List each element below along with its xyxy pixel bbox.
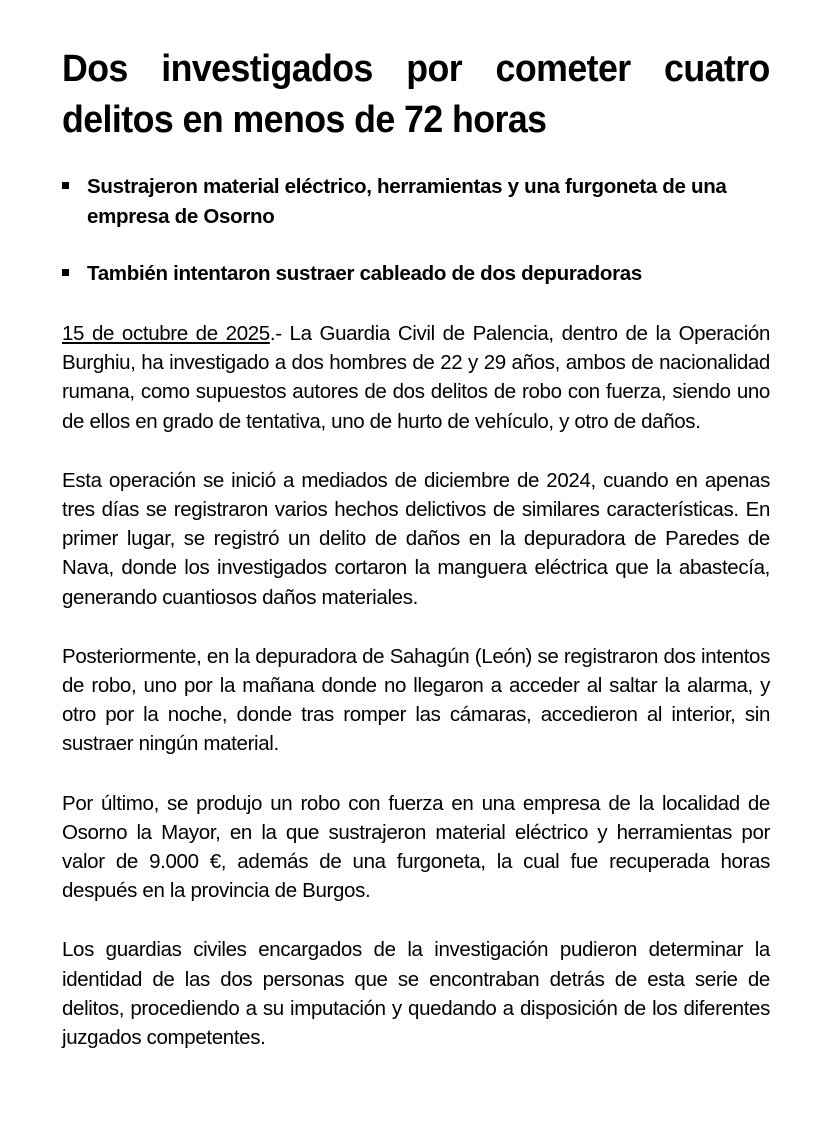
lead-paragraph	[62, 319, 770, 436]
lead-text: .- La Guardia Civil de Palencia, dentro de la Operación Burghiu, ha investigado a dos hombres de 22 y 29 años, ambos de nacionalidad rumana, como supuestos autores de dos delitos de robo con fuerza, siendo uno de ellos en grado de tentativa, uno de hurto de vehículo, y otro de daños.	[62, 322, 770, 433]
highlight-text: Sustrajeron material eléctrico, herramientas y una furgoneta de una empresa de Osorno	[87, 175, 727, 228]
square-bullet-icon	[62, 182, 69, 189]
article-body	[62, 319, 770, 1082]
paragraph: Esta operación se inició a mediados de diciembre de 2024, cuando en apenas tres días se registraron varios hechos delictivos de similares características. En primer lugar, se registró un delito de daños en la depuradora de Paredes de Nava, donde los investigados cortaron la manguera eléctrica que la abastecía, generando cuantiosos daños materiales.	[62, 468, 770, 609]
highlight-item	[62, 172, 770, 232]
paragraph: Por último, se produjo un robo con fuerza en una empresa de la localidad de Osorno la Mayor, en la que sustrajeron material eléctrico y herramientas por valor de 9.000 €, además de una furgoneta, la cual fue recuperada horas después en la provincia de Burgos.	[62, 791, 770, 903]
paragraph: Los guardias civiles encargados de la investigación pudieron determinar la identidad de las dos personas que se encontraban detrás de esta serie de delitos, procediendo a su imputación y quedando a disposición de los diferentes juzgados competentes.	[62, 938, 770, 1050]
headline: Dos investigados por cometer cuatro delitos en menos de 72 horas	[62, 48, 770, 141]
paragraph: Posteriormente, en la depuradora de Sahagún (León) se registraron dos intentos de robo, uno por la mañana donde no llegaron a acceder al saltar la alarma, y otro por la noche, donde tras romper las cámaras, accedieron al interior, sin sustraer ningún material.	[62, 644, 770, 756]
press-release	[62, 44, 770, 1050]
highlight-item	[62, 259, 770, 289]
square-bullet-icon	[62, 269, 69, 276]
highlight-text: También intentaron sustraer cableado de dos depuradoras	[87, 262, 642, 285]
highlights-list	[62, 172, 770, 289]
dateline-date: 15 de octubre de 2025	[62, 322, 270, 345]
